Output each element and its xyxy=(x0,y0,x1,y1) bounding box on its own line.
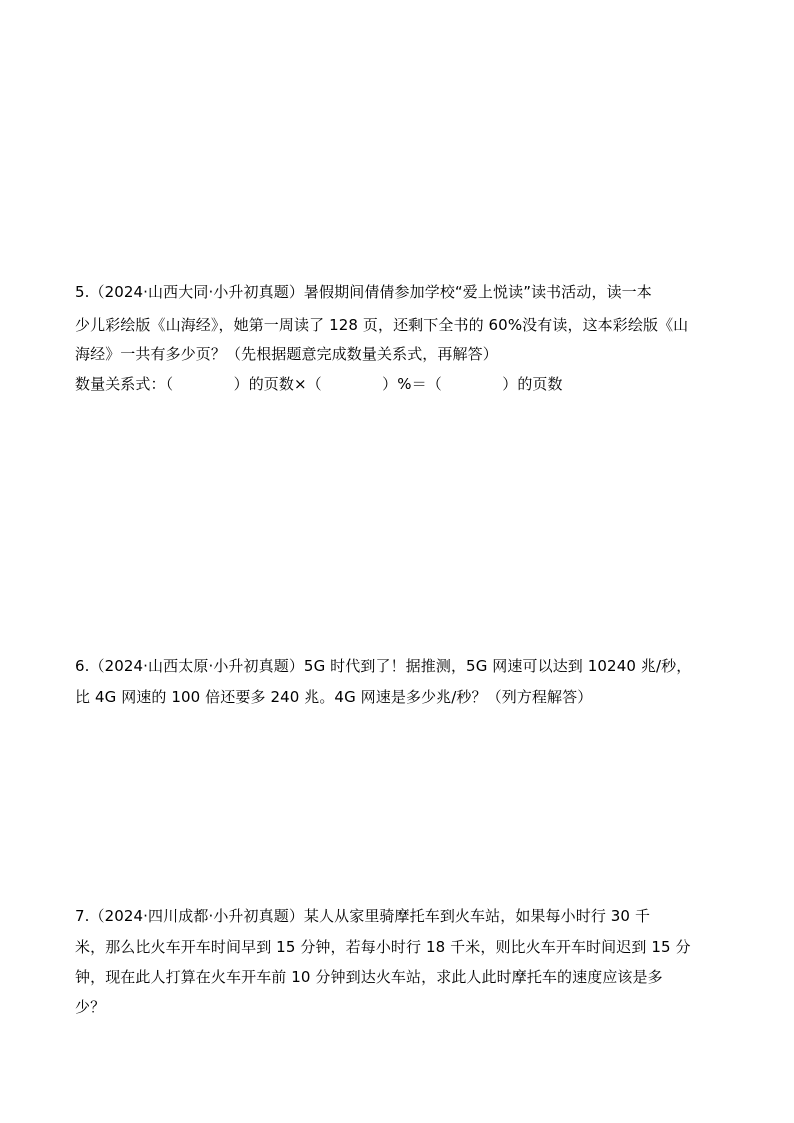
question-7-line-3: 钟，现在此人打算在火车开车前 10 分钟到达火车站，求此人此时摩托车的速度应该是多 xyxy=(75,968,663,986)
question-7-line-1: 7.（2024·四川成都·小升初真题）某人从家里骑摩托车到火车站，如果每小时行 30 千 xyxy=(75,907,651,925)
question-5-line-1: 5.（2024·山西大同·小升初真题）暑假期间倩倩参加学校“爱上悦读”读书活动，读一本 xyxy=(75,283,652,301)
question-6-line-1: 6.（2024·山西太原·小升初真题）5G 时代到了！据推测，5G 网速可以达到 10240 兆/秒， xyxy=(75,657,692,675)
question-5-line-2: 少儿彩绘版《山海经》，她第一周读了 128 页，还剩下全书的 60%没有读，这本彩绘版《山 xyxy=(75,316,689,334)
question-7-line-2: 米，那么比火车开车时间早到 15 分钟，若每小时行 18 千米，则比火车开车时间迟到 15 分 xyxy=(75,938,691,956)
question-7-line-4: 少？ xyxy=(75,998,106,1016)
question-5-formula-line: 数量关系式：（ ）的页数×（ ）%＝（ ）的页数 xyxy=(75,375,563,393)
question-6-line-2: 比 4G 网速的 100 倍还要多 240 兆。4G 网速是多少兆/秒？（列方程解答） xyxy=(75,688,593,706)
question-5-line-3: 海经》一共有多少页？（先根据题意完成数量关系式，再解答） xyxy=(75,345,498,363)
